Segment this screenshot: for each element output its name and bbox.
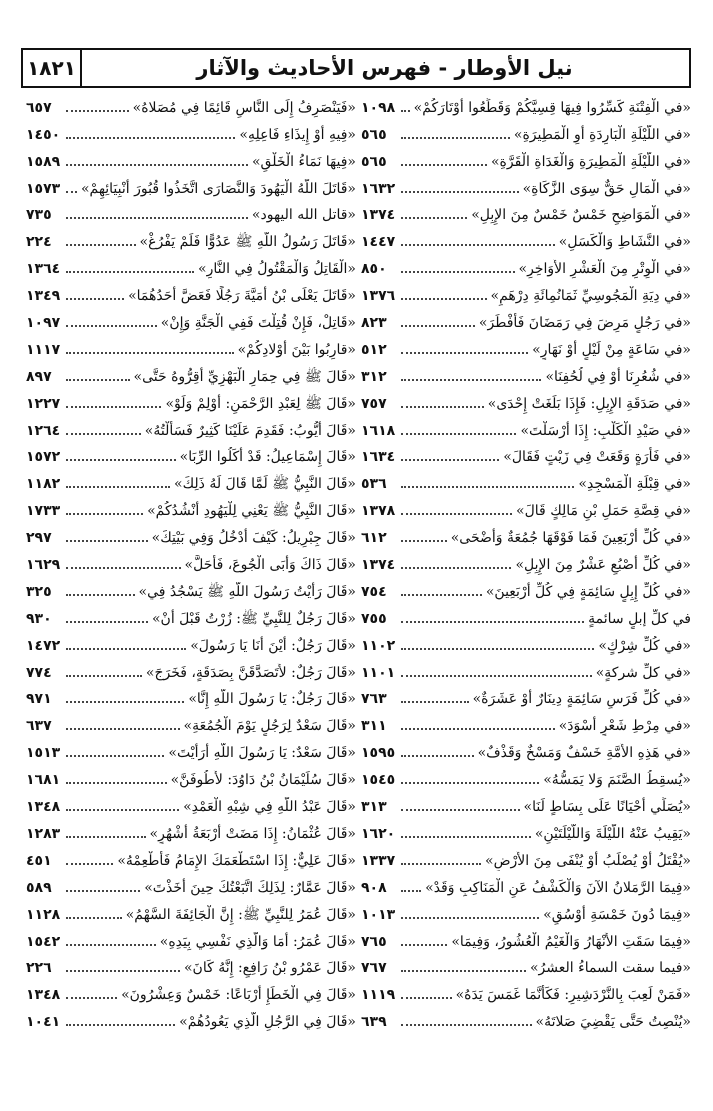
index-entry (361, 602, 691, 629)
dot-leader (401, 728, 555, 730)
index-entry (26, 844, 356, 871)
index-entry (26, 279, 356, 306)
entry-text: «قَاتِلْ، فَإِنْ قُتِلْتَ فَفِي الْجَنَّةِ وَإِنْ» (160, 315, 356, 332)
index-entry (361, 521, 691, 548)
dot-leader (401, 459, 499, 461)
index-entry (26, 172, 356, 199)
dot-leader (66, 675, 142, 677)
entry-page-number: ١٥٤٥ (361, 772, 396, 789)
entry-page-number: ٩٣٠ (26, 610, 52, 627)
entry-text: «قارِبُوا بَيْنَ أَوْلادِكُمْ» (237, 341, 356, 358)
index-column-right (361, 91, 691, 1032)
entry-text: «فِيمَا الرَّمَلانُ الآنَ وَالْكَشْفُ عَنِ الْمَنَاكِبِ وَقَدْ» (425, 879, 691, 896)
dot-leader (401, 298, 487, 300)
index-entry (361, 763, 691, 790)
entry-page-number: ٢٩٧ (26, 530, 52, 547)
entry-page-number: ١٤٥٠ (26, 126, 61, 143)
entry-text: «قَالَ عَمَّارٌ: لِذَلِكَ اتَّبَعْتُكَ حِينَ أَخَذْتَ» (144, 879, 356, 896)
index-entry (26, 494, 356, 521)
index-entry (26, 252, 356, 279)
entry-page-number: ١٠٤١ (26, 1014, 61, 1031)
index-entry (361, 1005, 691, 1032)
entry-text: «في اللَّيْلَةِ الْمَطِيرَةِ وَالْغَدَاةِ الْقَرَّةِ» (490, 153, 691, 170)
index-entry (361, 978, 691, 1005)
entry-page-number: ٥٦٥ (361, 153, 387, 170)
entry-page-number: ٧٥٧ (361, 395, 387, 412)
entry-text: «يُصَلِّي أَحْيَانًا عَلَى بِسَاطٍ لَنَا» (523, 799, 691, 816)
entry-text: «في مِرْطِ شَعْرٍ أَسْوَدَ» (558, 718, 691, 735)
entry-page-number: ٣١٢ (361, 368, 387, 385)
dot-leader (66, 728, 180, 730)
entry-text: «قَالَ عَلِيٌّ: إِذَا اسْتَطْعَمَكَ الإِمَامُ فَأَطْعِمْهُ» (117, 852, 356, 869)
dot-leader (66, 406, 161, 408)
entry-text: «فَيَنْصَرِفُ إِلَى النَّاسِ قَائِمًا فِي مُصَلاهُ» (132, 99, 356, 116)
dot-leader (401, 191, 519, 193)
dot-leader (66, 433, 141, 435)
entry-text: «في فَأْرَةٍ وَقَعَتْ فِي زَيْتٍ فَقَالَ» (503, 449, 691, 466)
dot-leader (66, 486, 170, 488)
dot-leader (66, 379, 130, 381)
entry-text: «قَالَ النَّبِيُّ ﷺ يَعْنِي لِلْيَهُودِ أَنْشُدُكُمْ» (147, 503, 356, 520)
index-entry (26, 333, 356, 360)
entry-page-number: ٣١١ (361, 718, 387, 735)
entry-text: «فَمَنْ لَعِبَ بِالنَّرْدَشِيرِ: فَكَأَنَّمَا غَمَسَ يَدَهُ» (455, 987, 691, 1004)
index-entry (361, 736, 691, 763)
index-entry (361, 898, 691, 925)
index-entry (361, 360, 691, 387)
entry-text: «قَالَ إِسْمَاعِيلُ: قَدْ أَكَلُوا الرِّبَا» (179, 449, 356, 466)
dot-leader (401, 594, 482, 596)
entry-text: «قَالَ رَجُلٌ: يَا رَسُولَ اللَّهِ إِنَّا» (188, 691, 356, 708)
index-entry (26, 91, 356, 118)
dot-leader (401, 271, 515, 273)
index-entry (26, 925, 356, 952)
entry-page-number: ٢٢٦ (26, 960, 52, 977)
entry-text: «في كُلِّ إِبِلٍ سَائِمَةٍ فِي كُلِّ أَرْبَعِينَ» (485, 583, 691, 600)
dot-leader (401, 944, 447, 946)
entry-text: «قَالَ رَأَيْتُ رَسُولَ اللَّهِ ﷺ يَسْجُدُ فِي» (138, 583, 356, 600)
entry-page-number: ٨٢٣ (361, 315, 387, 332)
index-entry (361, 199, 691, 226)
index-entry (361, 709, 691, 736)
entry-text: «يُقْتَلُ أَوْ يُصْلَبُ أَوْ يُنْفَى مِنَ الأَرْضِ» (485, 852, 691, 869)
dot-leader (66, 191, 77, 193)
entry-text: «في كلِّ شركةٍ» (595, 664, 691, 681)
entry-text: «في كُلِّ فَرَسٍ سَائِمَةٍ دِينَارٌ أَوْ عَشَرَةٌ» (472, 691, 691, 708)
dot-leader (66, 890, 140, 892)
index-entry (26, 199, 356, 226)
entry-text: «قاتل الله اليهود» (251, 207, 356, 224)
index-entry (26, 871, 356, 898)
index-entry (26, 817, 356, 844)
entry-page-number: ١٤٤٧ (361, 234, 396, 251)
index-column-left (26, 91, 356, 1032)
dot-leader (401, 970, 526, 972)
dot-leader (66, 648, 186, 650)
entry-text: «فِيمَا دُونَ خَمْسَةِ أَوْسُقٍ» (543, 906, 691, 923)
index-entry (361, 548, 691, 575)
dot-leader (401, 244, 555, 246)
index-entry (361, 333, 691, 360)
entry-page-number: ١٣٤٩ (26, 288, 61, 305)
index-entry (26, 467, 356, 494)
dot-leader (66, 997, 117, 999)
index-entry (26, 441, 356, 468)
entry-text: «قَالَ فِي الْخَطَإِ أَرْبَاعًا: خَمْسٌ وَعِشْرُونَ» (121, 987, 356, 1004)
dot-leader (66, 621, 148, 623)
index-entry (26, 521, 356, 548)
index-entry (26, 683, 356, 710)
entry-text: «قَالَ سَعْدٌ: يَا رَسُولَ اللَّهِ أَرَأَيْتَ» (168, 745, 356, 762)
index-entry (361, 817, 691, 844)
dot-leader (66, 271, 194, 273)
entry-text: «قَاتَلَ اللَّهُ الْيَهُودَ وَالنَّصَارَى اتَّخَذُوا قُبُورَ أَنْبِيَائِهِمْ» (80, 180, 356, 197)
entry-page-number: ١٣٧٤ (361, 207, 396, 224)
entry-page-number: ١١١٧ (26, 341, 61, 358)
entry-text: «في الْفِتْنَةِ كَسِّرُوا فِيهَا قِسِيَّكُمْ وَقَطِّعُوا أَوْتَارَكُمْ» (413, 99, 691, 116)
dot-leader (66, 217, 248, 219)
entry-text: «في الْمَالِ حَقٌّ سِوَى الزَّكَاةِ» (522, 180, 691, 197)
entry-text: «في صَدَقَةِ الإِبِلِ: فَإِذَا بَلَغَتْ إِحْدَى» (487, 395, 691, 412)
entry-text: «في قِصَّةِ حَمَلِ بْنِ مَالِكٍ قَالَ» (516, 503, 691, 520)
index-entry (361, 387, 691, 414)
entry-page-number: ٨٥٠ (361, 261, 387, 278)
entry-page-number: ١٣٤٨ (26, 799, 61, 816)
entry-page-number: ١٢٨٣ (26, 825, 61, 842)
index-entry (361, 118, 691, 145)
dot-leader (66, 970, 180, 972)
entry-text: «قَاتَلَ رَسُولُ اللَّهِ ﷺ عَدُوًّا فَلَمْ يَفْرُغْ» (139, 234, 356, 251)
entry-text: «قَالَ جِبْرِيلُ: كَيْفَ أَدْخُلُ وَفِي بَيْتِكَ» (151, 530, 356, 547)
entry-text: «في اللَّيْلَةِ الْبَارِدَةِ أَوِ الْمَطِيرَةِ» (513, 126, 691, 143)
dot-leader (401, 513, 512, 515)
entry-text: «قَالَ عُمَرُ: أَمَا وَالَّذِي نَفْسِي بِيَدِهِ» (159, 933, 356, 950)
dot-leader (401, 782, 539, 784)
index-entry (26, 629, 356, 656)
entry-page-number: ٦٣٧ (26, 718, 52, 735)
entry-page-number: ٦١٢ (361, 530, 387, 547)
entry-page-number: ٩٧١ (26, 691, 52, 708)
entry-page-number: ١٥٤٢ (26, 933, 61, 950)
entry-text: «قَالَ النَّبِيُّ ﷺ لَمَّا قَالَ لَهُ ذَلِكَ» (174, 476, 356, 493)
dot-leader (401, 325, 475, 327)
entry-text: «قَالَ سُلَيْمَانُ بْنُ دَاوُدَ: لأَطُوفَنَّ» (170, 772, 356, 789)
page-header (21, 48, 691, 88)
index-entry (361, 790, 691, 817)
entry-text: «قَالَ ﷺ لِعَبْدِ الرَّحْمَنِ: أَوْلِمْ وَلَوْ» (165, 395, 356, 412)
entry-text: «في كُلِّ أَرْبَعِينَ فَمَا فَوْقَهَا جُمُعَةٌ وَأَضْحَى» (450, 530, 691, 547)
entry-text: «قَالَ رَجُلٌ: لأَتَصَدَّقَنَّ بِصَدَقَةٍ، فَخَرَجَ» (145, 664, 356, 681)
dot-leader (401, 997, 452, 999)
index-entry (26, 306, 356, 333)
index-entry (26, 145, 356, 172)
entry-text: «فِيمَا سَقَتِ الأَنْهَارُ وَالْغَيْمُ الْعُشُورُ، وَفِيمَا» (451, 933, 691, 950)
entry-text: «في سَاعَةٍ مِنْ لَيْلٍ أَوْ نَهَارٍ» (532, 341, 691, 358)
entry-page-number: ٧٧٤ (26, 664, 52, 681)
entry-page-number: ١٦٢٩ (26, 557, 61, 574)
entry-page-number: ١٥٩٥ (361, 745, 396, 762)
index-entry (361, 279, 691, 306)
index-entry (26, 952, 356, 979)
entry-page-number: ٨٩٧ (26, 368, 52, 385)
index-entry (361, 952, 691, 979)
dot-leader (401, 486, 574, 488)
dot-leader (66, 137, 235, 139)
index-entry (26, 1005, 356, 1032)
entry-page-number: ٥٦٥ (361, 126, 387, 143)
index-entry (26, 414, 356, 441)
entry-page-number: ١٥١٣ (26, 745, 61, 762)
entry-page-number: ١٣٣٧ (361, 852, 396, 869)
entry-text: «قَالَ أَيُّوبُ: فَقَدِمَ عَلَيْنَا كَثِيرٌ فَسَأَلْتُهُ» (144, 422, 356, 439)
entry-text: «قَالَ عَمْرُو بْنُ رَافِعٍ: إِنَّهُ كَانَ» (183, 960, 356, 977)
entry-page-number: ٧٦٣ (361, 691, 387, 708)
dot-leader (401, 755, 474, 757)
entry-page-number: ٥٨٩ (26, 879, 52, 896)
page-number: ١٨٢١ (23, 50, 82, 86)
entry-page-number: ٤٥١ (26, 852, 52, 869)
index-entry (361, 172, 691, 199)
entry-text: «قَالَ فِي الرَّجُلِ الَّذِي يَعُودُهُمْ» (179, 1014, 356, 1031)
dot-leader (401, 648, 594, 650)
index-entry (361, 306, 691, 333)
entry-page-number: ١٣٧٦ (361, 288, 396, 305)
entry-page-number: ٣٢٥ (26, 583, 52, 600)
dot-leader (401, 809, 520, 811)
entry-page-number: ١٦٨١ (26, 772, 61, 789)
dot-leader (401, 890, 421, 892)
entry-page-number: ١٥٧٢ (26, 449, 61, 466)
index-entry (361, 494, 691, 521)
dot-leader (401, 164, 487, 166)
dot-leader (401, 836, 531, 838)
entry-page-number: ١١٢٨ (26, 906, 61, 923)
page-title: نيل الأوطار - فهرس الأحاديث والآثار (196, 56, 573, 80)
dot-leader (66, 540, 148, 542)
index-entry (26, 575, 356, 602)
index-entry (361, 414, 691, 441)
entry-text: «في هَذِهِ الأُمَّةِ خَسْفٌ وَمَسْخٌ وَقَذْفٌ» (477, 745, 691, 762)
index-entry (26, 602, 356, 629)
dot-leader (66, 110, 129, 112)
entry-page-number: ٧٥٤ (361, 583, 387, 600)
dot-leader (66, 836, 146, 838)
entry-page-number: ١٠٩٧ (26, 315, 61, 332)
entry-page-number: ٧٦٧ (361, 960, 387, 977)
dot-leader (66, 513, 143, 515)
entry-page-number: ٧٥٥ (361, 610, 387, 627)
entry-page-number: ٣١٣ (361, 799, 387, 816)
entry-page-number: ١٥٨٩ (26, 153, 61, 170)
entry-text: «قَالَ سَعْدٌ لِرَجُلٍ يَوْمَ الْجُمُعَةِ» (183, 718, 356, 735)
index-entry (26, 790, 356, 817)
index-entry (26, 118, 356, 145)
entry-page-number: ٩٠٨ (361, 879, 387, 896)
dot-leader (401, 217, 467, 219)
dot-leader (401, 433, 516, 435)
index-entry (361, 844, 691, 871)
dot-leader (401, 352, 528, 354)
entry-page-number: ١٧٣٣ (26, 503, 61, 520)
dot-leader (401, 379, 541, 381)
entry-text: «قَالَ ﷺ فِي حِمَارِ الْبَهْزِيِّ أَقِرُّوهُ حَتَّى» (133, 368, 356, 385)
entry-text: «في الْمَوَاضِحِ خَمْسٌ خَمْسٌ مِنَ الإِبِلِ» (471, 207, 691, 224)
entry-page-number: ١٦٣٤ (361, 449, 396, 466)
entry-text: «قَالَ عُمَرُ لِلنَّبِيِّ ﷺ: إِنَّ الْجَائِفَةَ السَّهْمُ» (125, 906, 356, 923)
entry-page-number: ١٢٦٤ (26, 422, 61, 439)
entry-text: في كلِّ إبلٍ سائمةٍ (588, 610, 691, 627)
dot-leader (401, 917, 539, 919)
index-entry (361, 441, 691, 468)
entry-page-number: ١٢٢٧ (26, 395, 61, 412)
entry-text: «قَالَ عَبْدُ اللَّهِ فِي شِبْهِ الْعَمْدِ» (183, 799, 356, 816)
index-entry (361, 629, 691, 656)
index-entry (26, 709, 356, 736)
entry-page-number: ٧٦٥ (361, 933, 387, 950)
entry-text: «فِيهَا نَمَاءُ الْخَلْقِ» (251, 153, 356, 170)
entry-text: «يُسقِطُ الصَّنَمَ وَلا يَمَسُّهُ» (543, 772, 691, 789)
index-entry (26, 656, 356, 683)
entry-page-number: ١٥٧٣ (26, 180, 61, 197)
entry-text: «قَالَ ذَاكَ وَأَبَى الْجُوعَ، فَأَحَلَّ» (184, 557, 356, 574)
entry-page-number: ١٦٣٢ (361, 180, 396, 197)
entry-text: «في الْوِتْرِ مِنَ الْعَشْرِ الأَوَاخِرِ» (518, 261, 691, 278)
entry-text: «في دِيَةِ الْمَجُوسِيِّ ثَمَانُمِائَةِ دِرْهَمٍ» (490, 288, 691, 305)
entry-text: «فِيهِ أَوْ إِيذَاءِ فَاعِلِهِ» (239, 126, 356, 143)
entry-page-number: ٥٣٦ (361, 476, 387, 493)
entry-text: «في قِبْلَةِ الْمَسْجِدِ» (578, 476, 691, 493)
dot-leader (66, 352, 234, 354)
dot-leader (66, 244, 136, 246)
index-entry (361, 145, 691, 172)
index-entry (26, 978, 356, 1005)
dot-leader (401, 567, 511, 569)
index-entry (26, 898, 356, 925)
index-entry (26, 225, 356, 252)
entry-page-number: ٧٣٥ (26, 207, 52, 224)
dot-leader (66, 1024, 175, 1026)
dot-leader (66, 863, 113, 865)
dot-leader (66, 164, 248, 166)
entry-page-number: ١١٠١ (361, 664, 396, 681)
dot-leader (401, 1024, 532, 1026)
index-entry (361, 656, 691, 683)
dot-leader (66, 567, 181, 569)
entry-text: «في النَّشَاطِ وَالْكَسَلِ» (558, 234, 691, 251)
entry-text: «في شُعُرِنَا أَوْ فِي لُحُفِنَا» (545, 368, 691, 385)
dot-leader (66, 325, 157, 327)
dot-leader (66, 298, 124, 300)
dot-leader (66, 944, 156, 946)
entry-page-number: ٦٥٧ (26, 99, 52, 116)
entry-text: «في كُلِّ أُصْبُعٍ عَشْرٌ مِنَ الإِبِلِ» (515, 557, 691, 574)
index-entry (361, 467, 691, 494)
dot-leader (66, 701, 184, 703)
entry-page-number: ١٣٦٤ (26, 261, 61, 278)
entry-text: «الْقَاتِلُ وَالْمَقْتُولُ فِي النَّارِ» (198, 261, 356, 278)
entry-page-number: ١٣٤٨ (26, 987, 61, 1004)
dot-leader (66, 594, 135, 596)
dot-leader (401, 540, 447, 542)
index-entry (361, 225, 691, 252)
dot-leader (66, 459, 176, 461)
dot-leader (401, 701, 469, 703)
entry-text: «في صَيْدِ الْكَلْبِ: إِذَا أَرْسَلْتَ» (520, 422, 691, 439)
entry-page-number: ١٠٩٨ (361, 99, 396, 116)
entry-page-number: ١١٠٢ (361, 637, 396, 654)
index-entry (361, 683, 691, 710)
entry-page-number: ٦٣٩ (361, 1014, 387, 1031)
entry-page-number: ١١٨٢ (26, 476, 61, 493)
entry-text: «في كُلِّ شِرْكٍ» (598, 637, 691, 654)
entry-page-number: ٥١٢ (361, 341, 387, 358)
entry-page-number: ٢٢٤ (26, 234, 52, 251)
entry-page-number: ١١١٩ (361, 987, 396, 1004)
entry-page-number: ١٦٢٠ (361, 825, 396, 842)
index-entry (361, 575, 691, 602)
dot-leader (401, 406, 484, 408)
entry-text: «قَاتَلَ يَعْلَى بْنُ أُمَيَّةَ رَجُلًا فَعَضَّ أَحَدُهُمَا» (128, 288, 356, 305)
entry-page-number: ١٠١٣ (361, 906, 396, 923)
entry-text: «يَقِيبُ عَنْهُ اللَّيْلَةَ وَاللَّيْلَتَيْنِ» (534, 825, 691, 842)
dot-leader (401, 137, 510, 139)
dot-leader (66, 917, 122, 919)
index-entry (361, 925, 691, 952)
dot-leader (66, 755, 164, 757)
entry-page-number: ١٣٧٤ (361, 557, 396, 574)
entry-page-number: ١٤٧٢ (26, 637, 61, 654)
index-entry (361, 871, 691, 898)
entry-text: «قَالَ رَجُلٌ: أَيْنَ أَنَا يَا رَسُولَ» (190, 637, 356, 654)
index-entry (26, 736, 356, 763)
entry-text: «فيما سقت السماءُ العشرُ» (529, 960, 691, 977)
dot-leader (401, 110, 410, 112)
dot-leader (66, 782, 167, 784)
entry-page-number: ١٦١٨ (361, 422, 396, 439)
entry-text: «قَالَ عُثْمَانُ: إِذَا مَضَتْ أَرْبَعَةُ أَشْهُرٍ» (149, 825, 356, 842)
entry-text: «يُنْصِتُ حَتَّى يَقْضِيَ صَلاتَهُ» (535, 1014, 691, 1031)
entry-text: «في رَجُلٍ مَرِضَ فِي رَمَضَانَ فَأَفْطَرَ» (478, 315, 691, 332)
index-entry (26, 763, 356, 790)
index-entry (361, 91, 691, 118)
dot-leader (401, 863, 481, 865)
index-entry (26, 387, 356, 414)
dot-leader (401, 621, 584, 623)
index-entry (26, 548, 356, 575)
dot-leader (401, 675, 592, 677)
index-entry (361, 252, 691, 279)
index-entry (26, 360, 356, 387)
entry-page-number: ١٣٧٨ (361, 503, 396, 520)
dot-leader (66, 809, 179, 811)
entry-text: «قَالَ رَجُلٌ لِلنَّبِيِّ ﷺ: زُرْتُ قَبْلَ أَنْ» (151, 610, 356, 627)
